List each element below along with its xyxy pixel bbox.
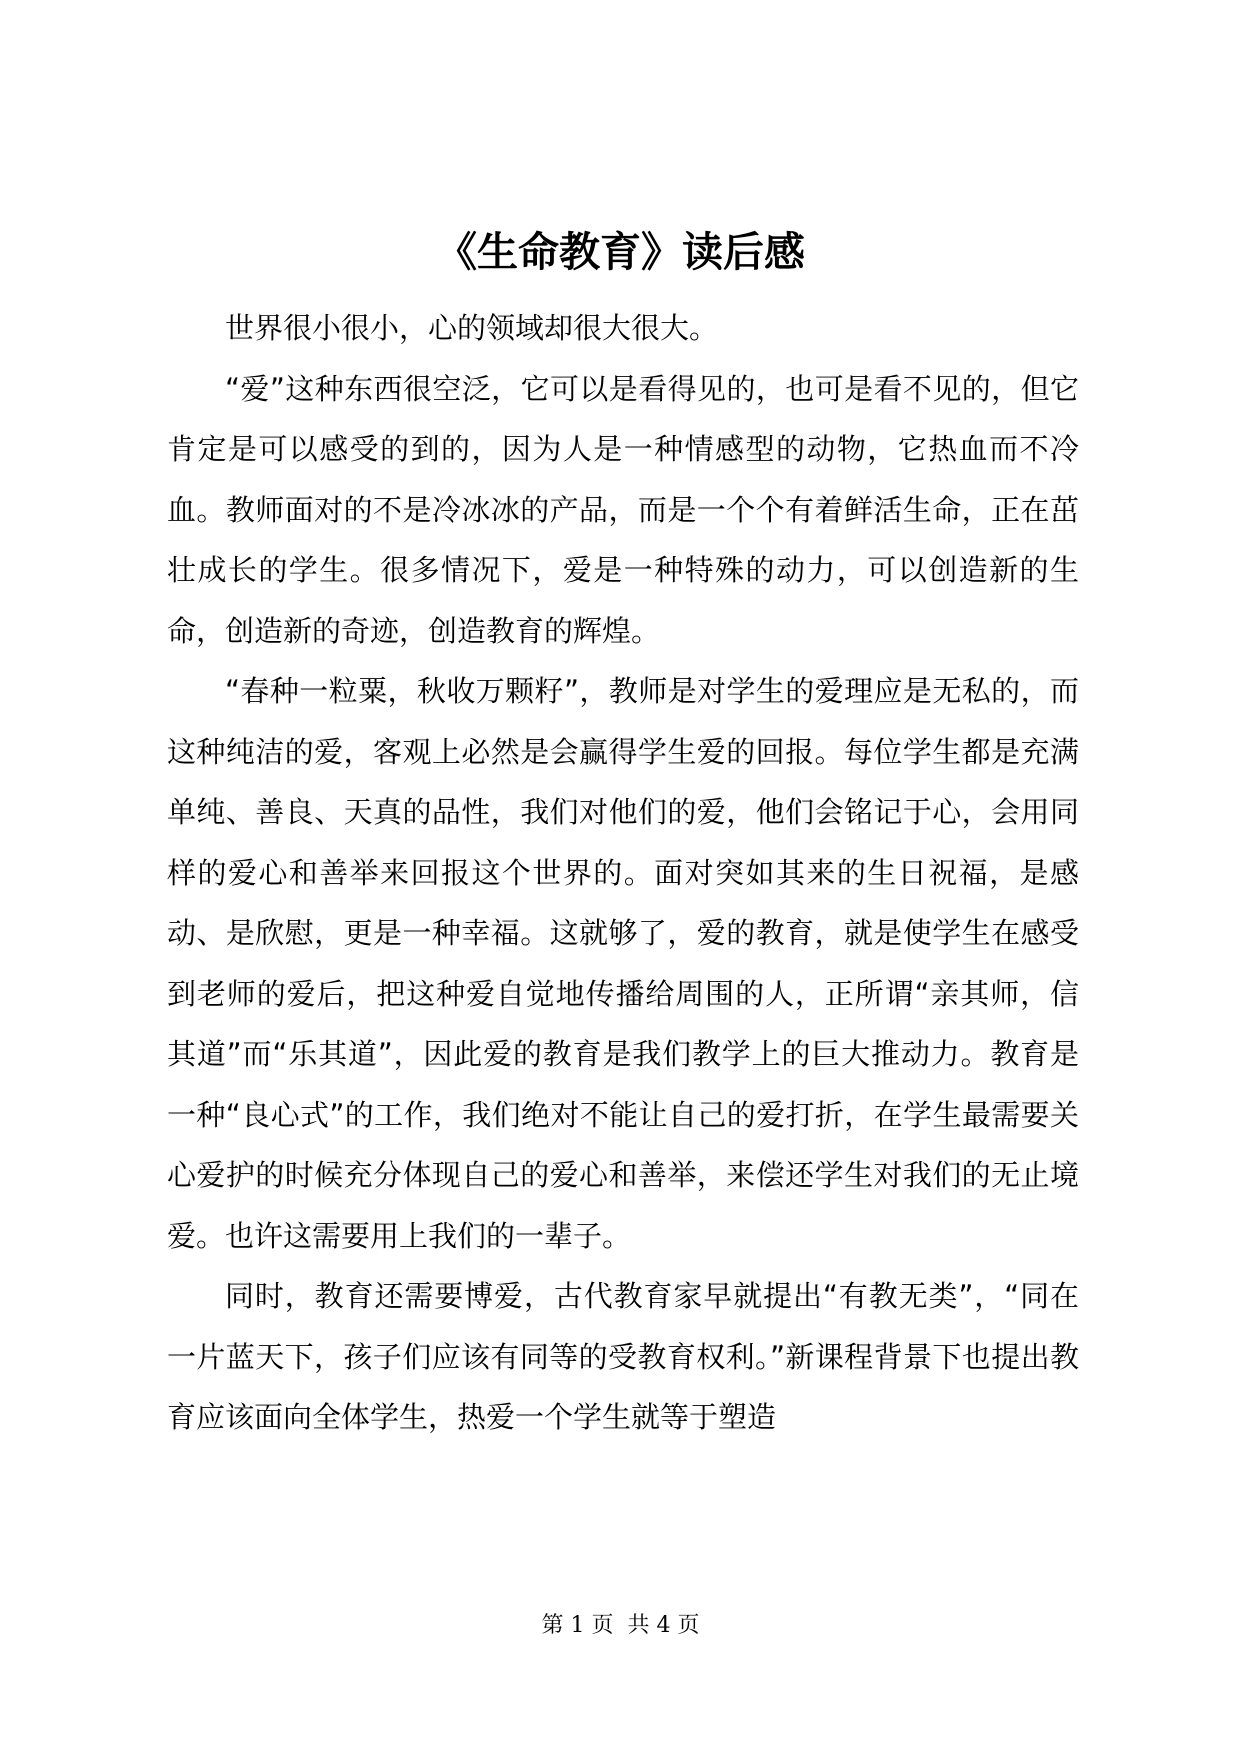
page-number: 第 1 页 共 4 页 (541, 1613, 700, 1638)
page-footer (0, 1611, 1241, 1641)
paragraph-3: “春种一粒粟，秋收万颗籽”，教师是对学生的爱理应是无私的，而这种纯洁的爱，客观上必然是会赢得学生爱的回报。每位学生都是充满单纯、善良、天真的品性，我们对他们的爱，他们会铭记于心，会用同样的爱心和善举来回报这个世界的。面对突如其来的生日祝福，是感动、是欣慰，更是一种幸福。这就够了，爱的教育，就是使学生在感受到老师的爱后，把这种爱自觉地传播给周围的人，正所谓“亲其师，信其道”而“乐其道”，因此爱的教育是我们教学上的巨大推动力。教育是一种“良心式”的工作，我们绝对不能让自己的爱打折，在学生最需要关心爱护的时候充分体现自己的爱心和善举，来偿还学生对我们的无止境爱。也许这需要用上我们的一辈子。 (167, 674, 1079, 1253)
paragraph-2: “爱”这种东西很空泛，它可以是看得见的，也可是看不见的，但它肯定是可以感受的到的，因为人是一种情感型的动物，它热血而不冷血。教师面对的不是冷冰冰的产品，而是一个个有着鲜活生命，正在茁壮成长的学生。很多情况下，爱是一种特殊的动力，可以创造新的生命，创造新的奇迹，创造教育的辉煌。 (167, 371, 1079, 648)
paragraph-4: 同时，教育还需要博爱，古代教育家早就提出“有教无类”，“同在一片蓝天下，孩子们应该有同等的受教育权利。”新课程背景下也提出教育应该面向全体学生，热爱一个学生就等于塑造 (167, 1279, 1079, 1434)
document-body (167, 298, 1079, 1448)
paragraph-1: 世界很小很小，心的领域却很大很大。 (225, 311, 719, 345)
document-title: 《生命教育》读后感 (436, 228, 805, 276)
